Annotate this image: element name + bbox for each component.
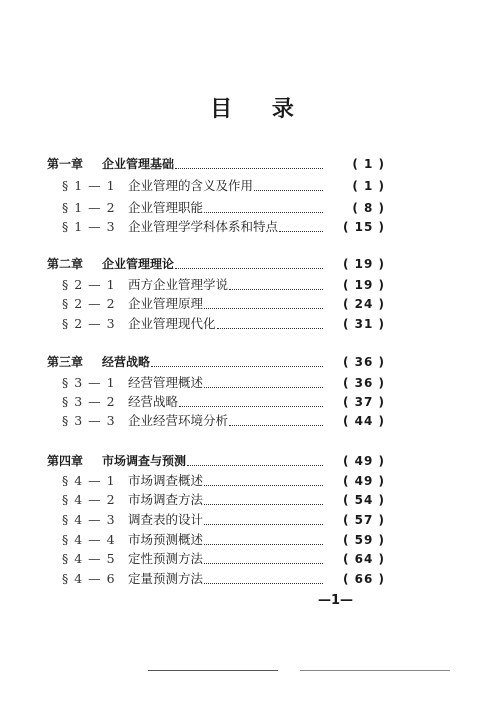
section-number: § 3 — 1: [62, 375, 116, 390]
section-number: § 4 — 2: [62, 492, 116, 507]
section-title: 企业管理原理: [128, 296, 204, 311]
leader-dots: [175, 259, 323, 269]
page-title: 目 录: [210, 97, 310, 122]
leader-dots: [217, 319, 323, 329]
chapter-title: 经营战略: [102, 355, 151, 369]
section-title: 西方企业管理学说: [128, 277, 229, 292]
chapter-page: ( 1 ): [352, 157, 385, 171]
chapter-page: ( 36 ): [342, 355, 385, 369]
toc-section: [62, 277, 385, 293]
leader-dots: [204, 574, 323, 584]
toc-section: [62, 178, 385, 194]
leader-dots: [204, 378, 323, 388]
leader-dots: [204, 495, 323, 505]
section-number: § 2 — 3: [62, 316, 116, 331]
section-page: ( 54 ): [342, 493, 385, 507]
toc-section: [62, 571, 385, 587]
section-number: § 2 — 2: [62, 296, 116, 311]
section-number: § 4 — 6: [62, 571, 116, 586]
section-title: 经营战略: [128, 394, 179, 409]
section-page: ( 44 ): [342, 414, 385, 428]
section-number: § 4 — 3: [62, 512, 116, 527]
chapter-title: 企业管理基础: [102, 157, 175, 171]
toc-chapter-3: [47, 354, 385, 370]
section-number: § 3 — 3: [62, 413, 116, 428]
leader-dots: [254, 181, 323, 191]
section-title: 市场调查概述: [128, 473, 204, 488]
chapter-number: 第四章: [47, 454, 84, 468]
toc-section: [62, 394, 385, 410]
toc-chapter-2: [47, 256, 385, 272]
toc-section: [62, 532, 385, 548]
chapter-title: 市场调查与预测: [102, 454, 187, 468]
section-page: ( 57 ): [342, 513, 385, 527]
section-title: 企业管理现代化: [128, 316, 216, 331]
chapter-page: ( 19 ): [342, 257, 385, 271]
section-page: ( 66 ): [342, 572, 385, 586]
section-page: ( 1 ): [352, 179, 385, 193]
section-page: ( 15 ): [342, 220, 385, 234]
section-page: ( 8 ): [352, 201, 385, 215]
section-page: ( 49 ): [342, 474, 385, 488]
chapter-page: ( 49 ): [342, 454, 385, 468]
section-title: 定性预测方法: [128, 551, 204, 566]
toc-section: [62, 512, 385, 528]
section-title: 调查表的设计: [128, 512, 204, 527]
leader-dots: [179, 397, 323, 407]
leader-dots: [204, 535, 323, 545]
section-number: § 4 — 4: [62, 532, 116, 547]
chapter-number: 第二章: [47, 257, 84, 271]
toc-chapter-4: [47, 453, 385, 469]
section-number: § 1 — 3: [62, 219, 116, 234]
section-page: ( 59 ): [342, 533, 385, 547]
section-number: § 4 — 1: [62, 473, 116, 488]
section-number: § 1 — 1: [62, 178, 116, 193]
toc-section: [62, 551, 385, 567]
toc-section: [62, 219, 385, 235]
section-number: § 3 — 2: [62, 394, 116, 409]
scan-edge-line: [300, 670, 450, 671]
page-number: —1—: [318, 593, 354, 608]
scan-edge-line: [148, 670, 278, 671]
section-title: 经营管理概述: [128, 375, 204, 390]
section-title: 企业经营环境分析: [128, 413, 229, 428]
toc-section: [62, 413, 385, 429]
section-title: 市场调查方法: [128, 492, 204, 507]
section-title: 企业管理职能: [128, 200, 204, 215]
section-number: § 1 — 2: [62, 200, 116, 215]
toc-section: [62, 473, 385, 489]
toc-section: [62, 316, 385, 332]
leader-dots: [204, 299, 323, 309]
section-page: ( 31 ): [342, 317, 385, 331]
toc-section: [62, 296, 385, 312]
leader-dots: [204, 203, 323, 213]
leader-dots: [229, 416, 323, 426]
section-page: ( 24 ): [342, 297, 385, 311]
section-title: 企业管理的含义及作用: [128, 178, 254, 193]
section-number: § 4 — 5: [62, 551, 116, 566]
toc-chapter-1: [47, 156, 385, 172]
section-page: ( 37 ): [342, 395, 385, 409]
leader-dots: [187, 456, 323, 466]
chapter-title: 企业管理理论: [102, 257, 175, 271]
toc-section: [62, 492, 385, 508]
leader-dots: [151, 357, 323, 367]
leader-dots: [204, 515, 323, 525]
section-title: 定量预测方法: [128, 571, 204, 586]
section-title: 企业管理学学科体系和特点: [128, 219, 279, 234]
chapter-number: 第一章: [47, 157, 84, 171]
chapter-number: 第三章: [47, 355, 84, 369]
leader-dots: [175, 159, 323, 169]
leader-dots: [204, 554, 323, 564]
leader-dots: [229, 280, 323, 290]
toc-section: [62, 375, 385, 391]
leader-dots: [204, 476, 323, 486]
section-page: ( 64 ): [342, 552, 385, 566]
toc-section: [62, 200, 385, 216]
section-page: ( 36 ): [342, 376, 385, 390]
section-page: ( 19 ): [342, 278, 385, 292]
section-title: 市场预测概述: [128, 532, 204, 547]
leader-dots: [279, 222, 323, 232]
section-number: § 2 — 1: [62, 277, 116, 292]
